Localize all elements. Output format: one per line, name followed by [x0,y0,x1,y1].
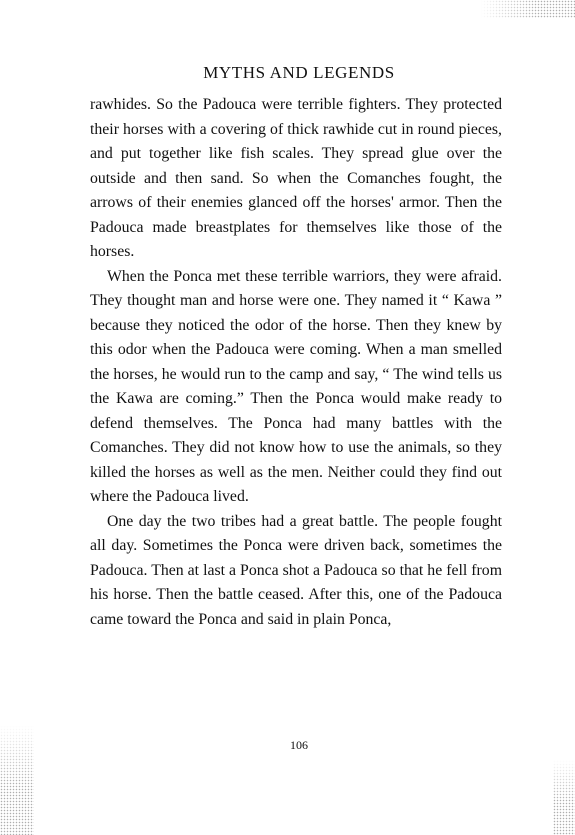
paragraph: When the Ponca met these terrible warriors, they were afraid. They thought man and horse were one. They named it “ Kawa ” because they noticed the odor of the horse. Then they knew by this odor when the Padouca were coming. When a man smelled the horses, he would run to the camp and say, “ The wind tells us the Kawa are coming.” Then the Ponca would make ready to defend themselves. The Ponca had many battles with the Comanches. They did not know how to use the animals, so they killed the horses as well as the men. Neither could they find out where the Padouca lived. [90,267,502,505]
running-head: MYTHS AND LEGENDS [203,63,395,82]
page-number: 106 [290,738,308,752]
paragraph-continued: rawhides. So the Padouca were terrible fighters. They protected their horses with a covering of thick rawhide cut in round pieces, and put together like fish scales. They spread glue over the outside and then sand. So when the Comanches fought, the arrows of their enemies glanced off the horses' armor. Then the Padouca made breastplates for themselves like those of the horses. [90,96,502,260]
page-edge-stipple-bottom-right [553,760,575,835]
paragraph: One day the two tribes had a great battle. The people fought all day. Sometimes the Ponca were driven back, sometimes the Padouca. Then at last a Ponca shot a Padouca so that he fell from his horse. Then the battle ceased. After this, one of the Padouca came toward the Ponca and said in plain Ponca, [90,512,502,628]
body-text [90,93,502,632]
page-edge-stipple-top-right [480,0,575,18]
